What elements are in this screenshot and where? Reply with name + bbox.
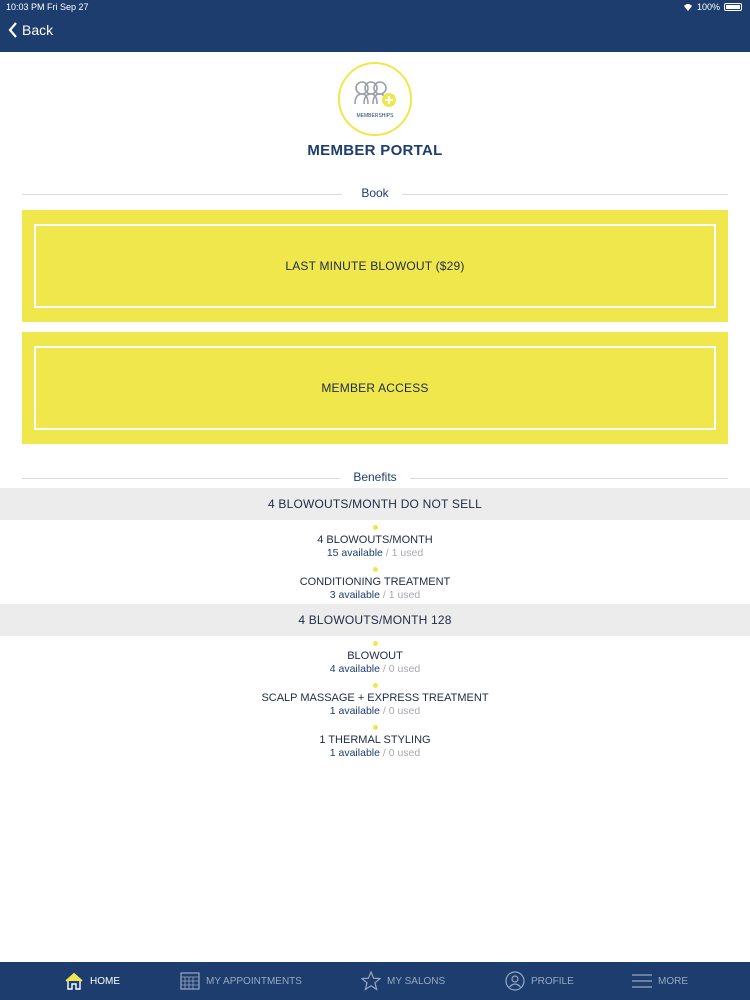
benefit-availability: 4 available / 0 used (329, 663, 421, 675)
benefits-section-label: Benefits (353, 470, 397, 484)
menu-icon (632, 971, 652, 991)
tab-my-appointments-label: MY APPOINTMENTS (206, 975, 302, 987)
benefit-availability: 1 available / 0 used (329, 747, 421, 759)
tab-my-salons[interactable] (361, 962, 445, 1000)
bullet-dot (373, 725, 378, 730)
benefit-item (0, 567, 750, 602)
benefit-availability: 1 available / 0 used (329, 705, 421, 717)
page-title: MEMBER PORTAL (307, 142, 443, 159)
last-minute-blowout-label: LAST MINUTE BLOWOUT ($29) (285, 259, 465, 273)
tab-profile-label: PROFILE (531, 975, 574, 987)
last-minute-blowout-button[interactable] (22, 210, 728, 322)
member-access-button[interactable] (22, 332, 728, 444)
memberships-people-icon (340, 64, 410, 134)
status-time: 10:03 PM Fri Sep 27 (6, 2, 89, 12)
tab-more-label: MORE (658, 975, 688, 987)
book-divider (22, 186, 728, 202)
bullet-dot (373, 525, 378, 530)
battery-icon (724, 3, 742, 11)
tab-home[interactable] (64, 962, 120, 1000)
star-icon (361, 971, 381, 991)
back-label: Back (22, 22, 54, 38)
book-section-label: Book (361, 186, 389, 200)
benefit-name: CONDITIONING TREATMENT (299, 576, 451, 588)
wifi-icon (683, 3, 693, 11)
benefit-name: BLOWOUT (347, 650, 403, 662)
status-right (683, 2, 742, 12)
benefit-item (0, 525, 750, 560)
benefit-name: 1 THERMAL STYLING (319, 734, 431, 746)
status-bar (0, 0, 750, 14)
chevron-left-icon (8, 22, 18, 38)
memberships-logo (338, 62, 412, 136)
tab-my-appointments[interactable] (180, 962, 302, 1000)
benefit-item (0, 683, 750, 718)
benefit-availability: 3 available / 1 used (329, 589, 421, 601)
tab-home-label: HOME (90, 975, 120, 987)
bullet-dot (373, 683, 378, 688)
bullet-dot (373, 641, 378, 646)
benefit-name: 4 BLOWOUTS/MONTH (317, 534, 433, 546)
top-bar (0, 0, 750, 52)
benefit-name: SCALP MASSAGE + EXPRESS TREATMENT (261, 692, 489, 704)
battery-percent: 100% (696, 2, 720, 12)
tab-more[interactable] (632, 962, 688, 1000)
tab-my-salons-label: MY SALONS (387, 975, 446, 987)
home-icon (64, 971, 84, 991)
calendar-icon (180, 971, 200, 991)
back-button[interactable] (8, 22, 53, 38)
plan-header: 4 BLOWOUTS/MONTH DO NOT SELL (0, 488, 750, 520)
benefit-item (0, 725, 750, 760)
tab-profile[interactable] (505, 962, 574, 1000)
benefit-availability: 15 available / 1 used (326, 547, 424, 559)
logo-text: MEMBERSHIPS (356, 113, 394, 119)
bottom-tab-bar (0, 962, 750, 1000)
member-access-label: MEMBER ACCESS (321, 381, 429, 395)
person-icon (505, 971, 525, 991)
bullet-dot (373, 567, 378, 572)
benefit-item (0, 641, 750, 676)
benefits-divider (22, 470, 728, 486)
plan-header: 4 BLOWOUTS/MONTH 128 (0, 604, 750, 636)
